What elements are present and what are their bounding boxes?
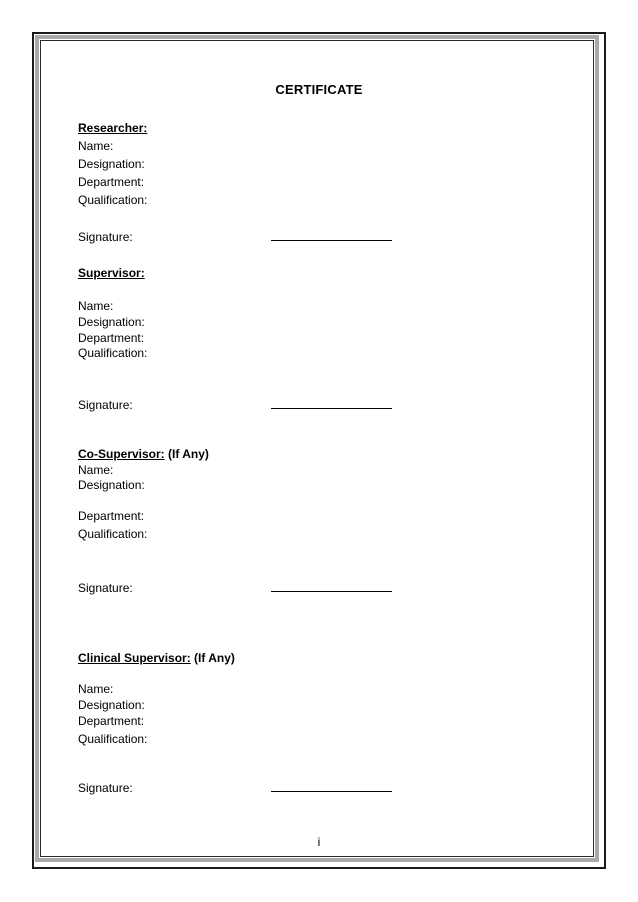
clinical-supervisor-signature-label: Signature:: [78, 781, 133, 795]
supervisor-department-label: Department:: [78, 331, 145, 345]
supervisor-qualification-label: Qualification:: [78, 346, 148, 360]
co-supervisor-signature-label: Signature:: [78, 581, 133, 595]
clinical-supervisor-qualification-label: Qualification:: [78, 732, 148, 746]
supervisor-name-label: Name:: [78, 299, 114, 313]
co-supervisor-heading-text: Co-Supervisor:: [78, 447, 165, 461]
clinical-supervisor-designation-label: Designation:: [78, 698, 145, 712]
supervisor-heading: [78, 266, 145, 280]
co-supervisor-signature-line: [271, 591, 392, 592]
clinical-supervisor-heading-text: Clinical Supervisor:: [78, 651, 191, 665]
co-supervisor-qualification-label: Qualification:: [78, 527, 148, 541]
researcher-department-label: Department:: [78, 175, 145, 189]
clinical-supervisor-heading-note: (If Any): [194, 651, 235, 665]
researcher-designation-label: Designation:: [78, 157, 145, 171]
clinical-supervisor-name-label: Name:: [78, 682, 114, 696]
researcher-qualification-label: Qualification:: [78, 193, 148, 207]
clinical-supervisor-signature-line: [271, 791, 392, 792]
researcher-signature-line: [271, 240, 392, 241]
co-supervisor-designation-label: Designation:: [78, 478, 145, 492]
supervisor-signature-line: [271, 408, 392, 409]
researcher-name-label: Name:: [78, 139, 114, 153]
supervisor-heading-text: Supervisor:: [78, 266, 145, 280]
clinical-supervisor-department-label: Department:: [78, 714, 145, 728]
co-supervisor-department-label: Department:: [78, 509, 145, 523]
page-number: i: [317, 835, 321, 849]
supervisor-signature-label: Signature:: [78, 398, 133, 412]
co-supervisor-name-label: Name:: [78, 463, 114, 477]
researcher-signature-label: Signature:: [78, 230, 133, 244]
document-title: CERTIFICATE: [275, 82, 363, 97]
co-supervisor-heading: [78, 447, 209, 461]
supervisor-designation-label: Designation:: [78, 315, 145, 329]
researcher-heading: [78, 121, 147, 135]
researcher-heading-text: Researcher:: [78, 121, 148, 135]
clinical-supervisor-heading: [78, 651, 235, 665]
co-supervisor-heading-note: (If Any): [168, 447, 209, 461]
